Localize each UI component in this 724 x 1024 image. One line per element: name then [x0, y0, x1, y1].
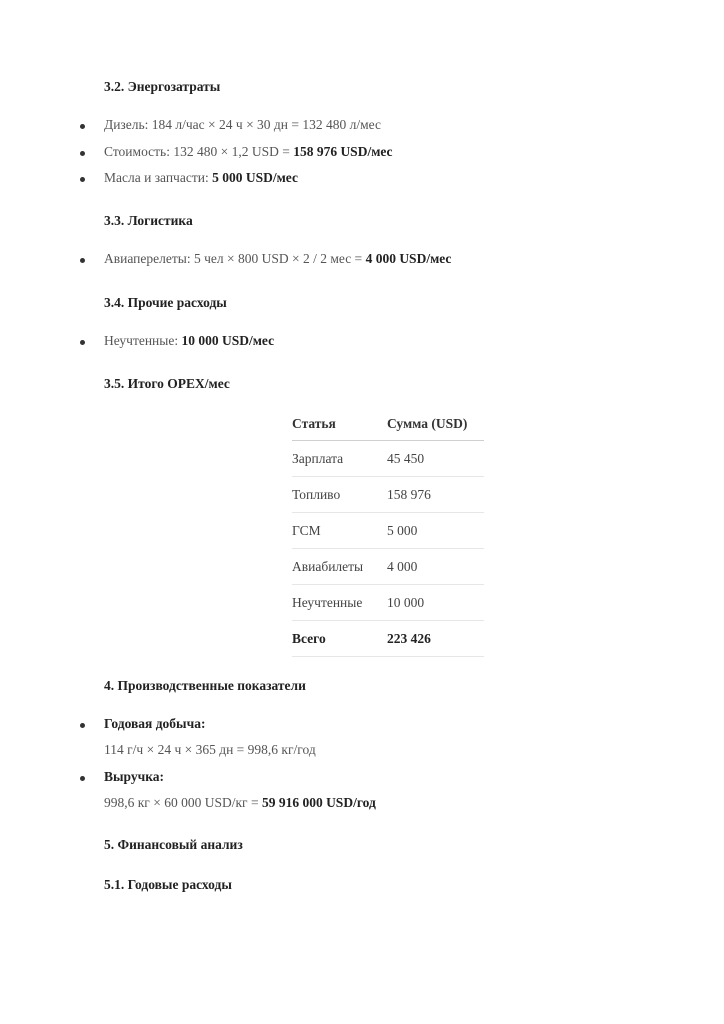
list-item-text: 998,6 кг × 60 000 USD/кг = — [104, 795, 262, 810]
bullet-icon — [80, 776, 85, 781]
table-cell-amount: 158 976 — [387, 477, 484, 513]
table-cell-amount: 5 000 — [387, 513, 484, 549]
table-header-row — [292, 407, 484, 441]
bullet-icon — [80, 340, 85, 345]
table-cell-amount: 45 450 — [387, 441, 484, 477]
table-cell-total-value: 223 426 — [387, 621, 484, 657]
list-item-text: Авиаперелеты: 5 чел × 800 USD × 2 / 2 мес = — [104, 251, 366, 266]
bullet-icon — [80, 124, 85, 129]
table-row — [292, 585, 484, 621]
list-item-cost — [104, 144, 393, 160]
section-heading-5: 5. Финансовый анализ — [104, 837, 243, 852]
section-heading-3-4: 3.4. Прочие расходы — [104, 295, 227, 310]
list-item-diesel: Дизель: 184 л/час × 24 ч × 30 дн = 132 480 л/мес — [104, 117, 381, 132]
list-item-revenue-label: Выручка: — [104, 769, 165, 784]
table-cell-amount: 4 000 — [387, 549, 484, 585]
table-row — [292, 477, 484, 513]
bullet-icon — [80, 258, 85, 263]
list-item-unaccounted — [104, 333, 274, 349]
list-item-oils — [104, 170, 298, 186]
list-item-text: Масла и запчасти: — [104, 170, 213, 185]
table-cell-total-label: Всего — [292, 621, 387, 657]
bullet-icon — [80, 723, 85, 728]
list-item-flights — [104, 251, 451, 267]
section-heading-3-3: 3.3. Логистика — [104, 213, 193, 228]
table-cell-item: Неучтенные — [292, 585, 387, 621]
table-row — [292, 441, 484, 477]
table-cell-item: Авиабилеты — [292, 549, 387, 585]
section-heading-4: 4. Производственные показатели — [104, 678, 306, 693]
table-cell-amount: 10 000 — [387, 585, 484, 621]
table-row — [292, 513, 484, 549]
list-item-value: 59 916 000 USD/год — [261, 795, 376, 810]
section-heading-3-5: 3.5. Итого OPEX/мес — [104, 376, 230, 391]
bullet-icon — [80, 151, 85, 156]
column-header-amount: Сумма (USD) — [387, 407, 484, 441]
list-item-value: 4 000 USD/мес — [365, 251, 452, 266]
table-cell-item: ГСМ — [292, 513, 387, 549]
table-cell-item: Топливо — [292, 477, 387, 513]
annual-production-formula: 114 г/ч × 24 ч × 365 дн = 998,6 кг/год — [104, 742, 316, 757]
table-cell-item: Зарплата — [292, 441, 387, 477]
list-item-annual-production-label: Годовая добыча: — [104, 716, 206, 731]
section-heading-5-1: 5.1. Годовые расходы — [104, 877, 232, 892]
list-item-text: Неучтенные: — [104, 333, 182, 348]
list-item-value: 5 000 USD/мес — [212, 170, 298, 185]
list-item-value: 158 976 USD/мес — [293, 144, 393, 159]
list-item-value: 10 000 USD/мес — [181, 333, 275, 348]
opex-table — [292, 407, 484, 657]
revenue-formula — [104, 795, 376, 811]
table-row — [292, 549, 484, 585]
table-total-row — [292, 621, 484, 657]
list-item-text: Стоимость: 132 480 × 1,2 USD = — [104, 144, 294, 159]
column-header-item: Статья — [292, 407, 387, 441]
bullet-icon — [80, 177, 85, 182]
section-heading-3-2: 3.2. Энергозатраты — [104, 79, 221, 94]
